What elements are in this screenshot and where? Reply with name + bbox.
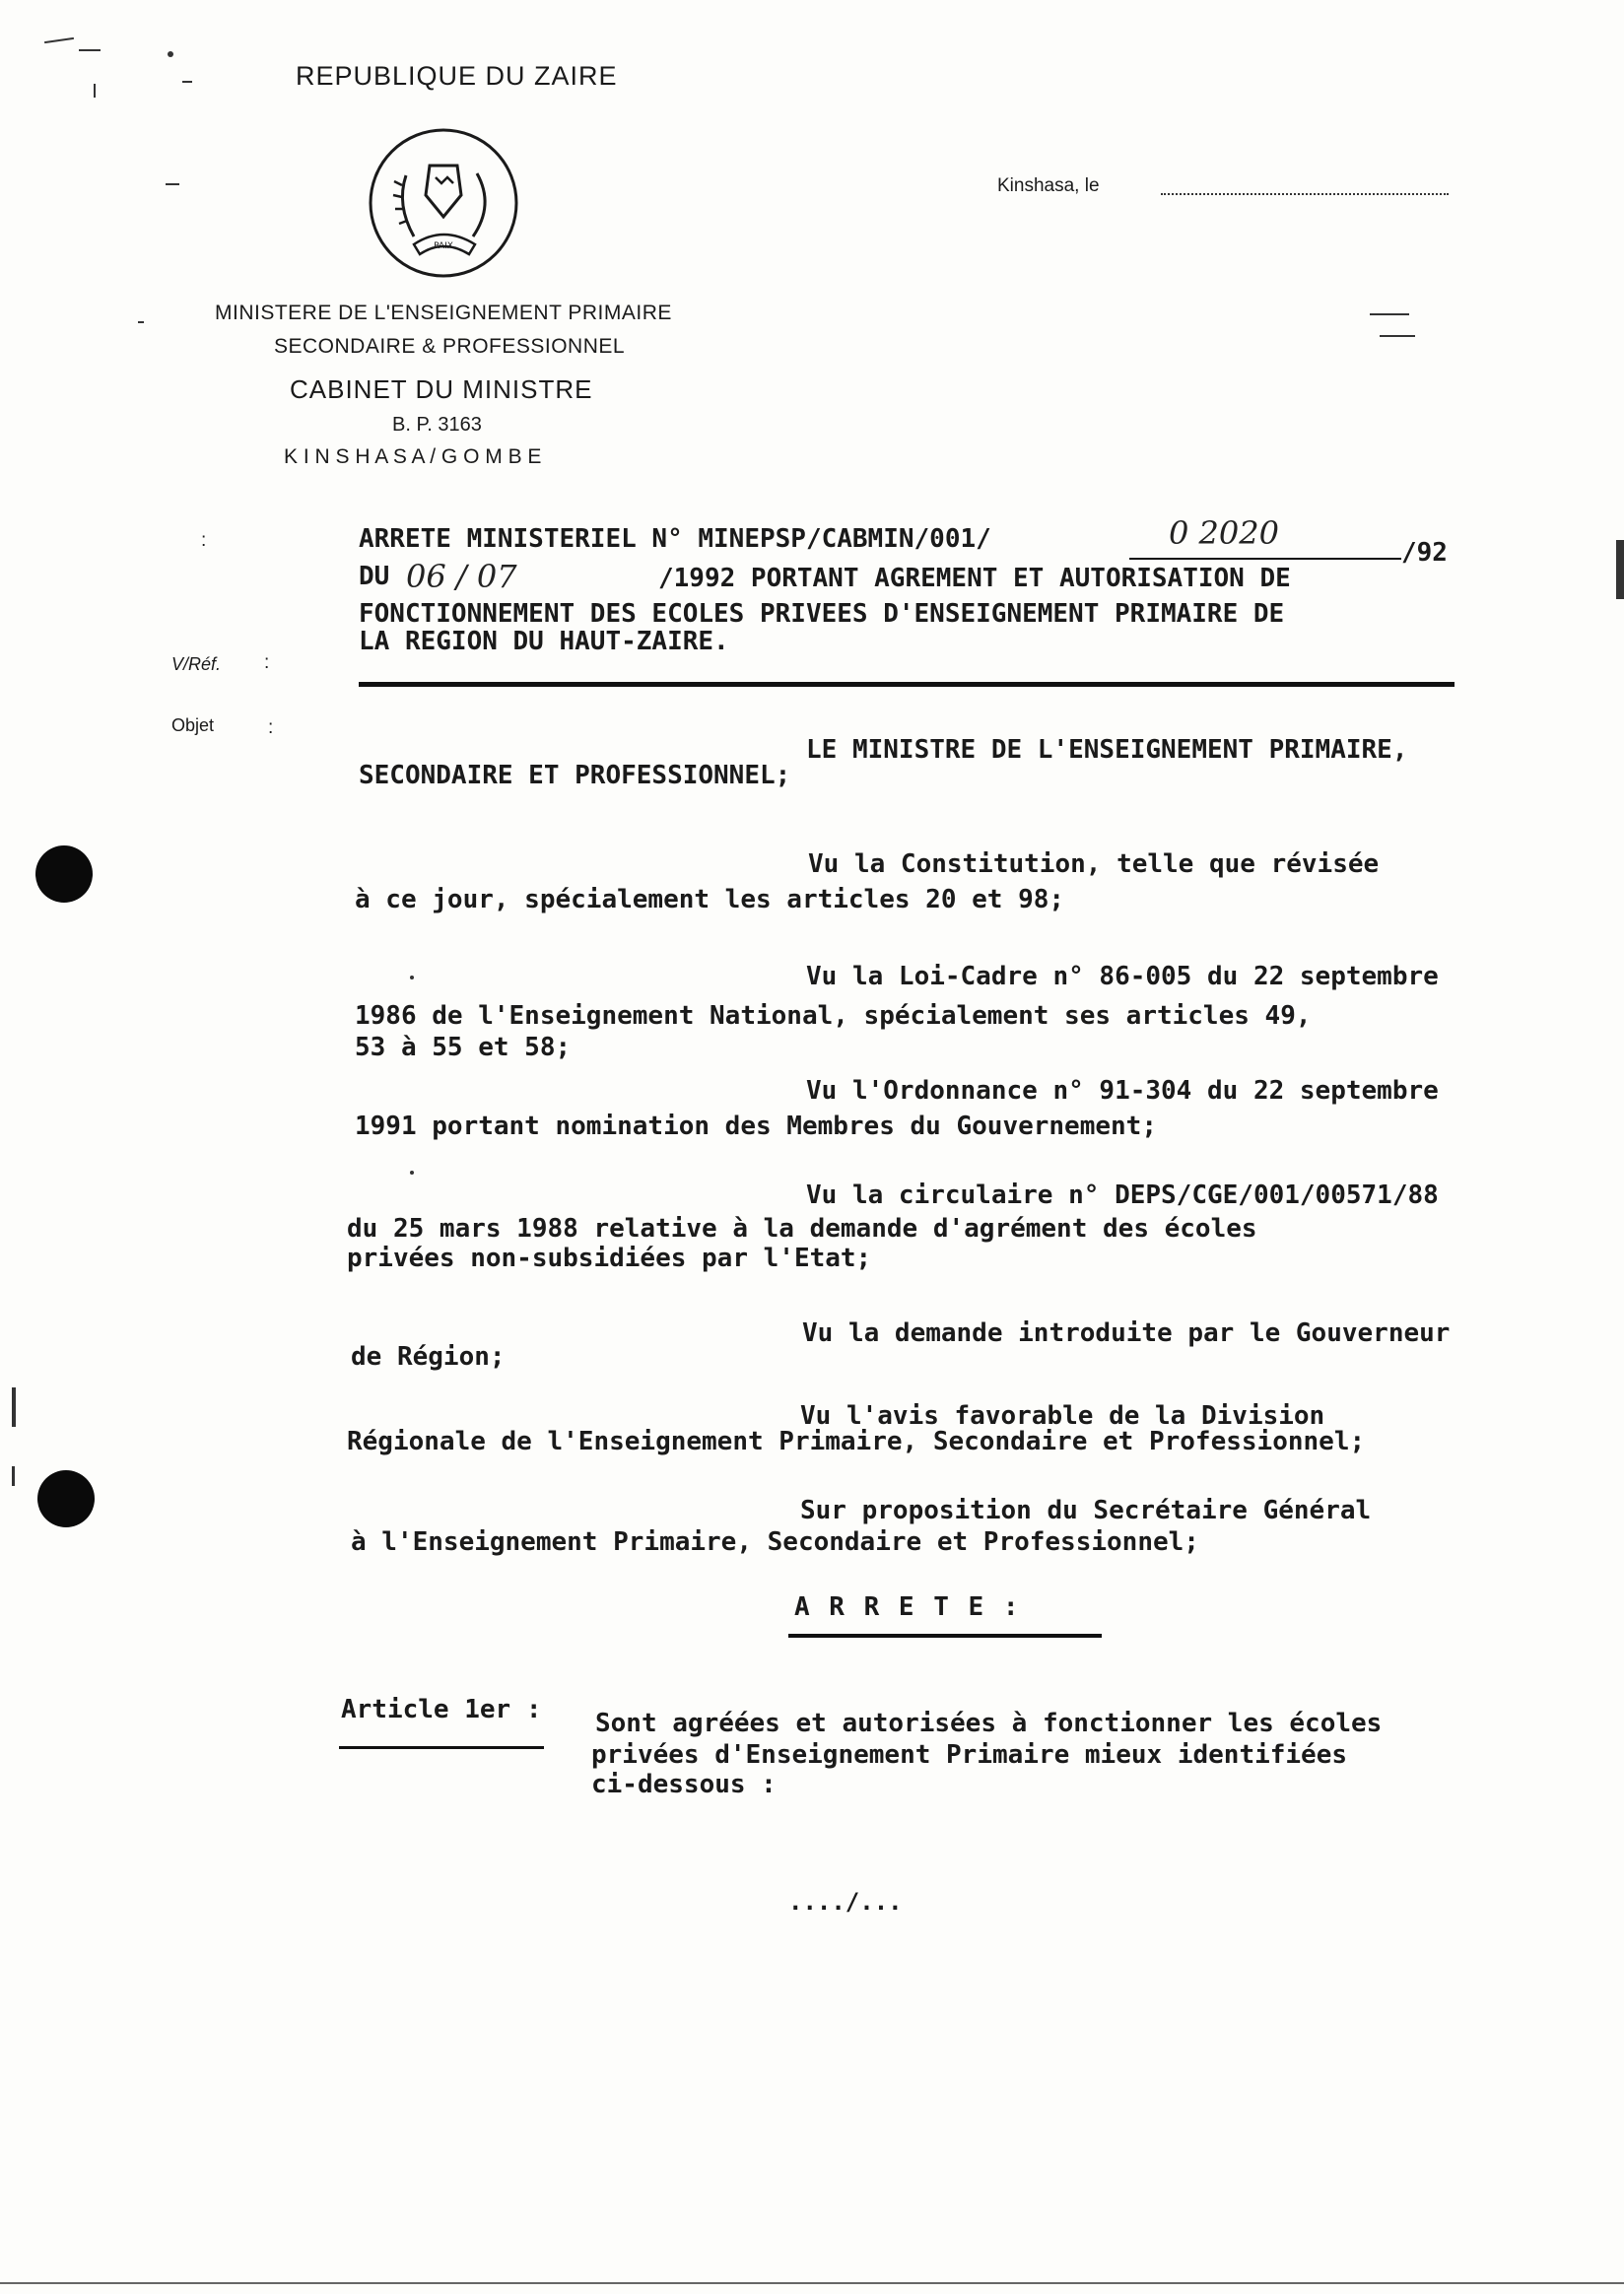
header-rule [359, 682, 1455, 687]
scan-mark [12, 1387, 16, 1427]
proposition-l1: Sur proposition du Secrétaire Général [800, 1496, 1372, 1525]
scan-mark [410, 1171, 414, 1175]
scan-mark [94, 84, 96, 98]
scan-mark [79, 49, 101, 51]
decree-number-handwritten: 0 2020 [1169, 514, 1279, 552]
decree-line4: LA REGION DU HAUT-ZAIRE. [359, 627, 729, 656]
place-date-label: Kinshasa, le [997, 175, 1100, 196]
ministry-line1: MINISTERE DE L'ENSEIGNEMENT PRIMAIRE [215, 302, 672, 324]
article-line3: ci-dessous : [591, 1770, 777, 1799]
article-line2: privées d'Enseignement Primaire mieux identifiées [591, 1740, 1348, 1770]
visa-demande-l1: Vu la demande introduite par le Gouverneur [802, 1318, 1451, 1348]
scan-mark [12, 1466, 15, 1486]
seal-motto: PAIX [434, 241, 453, 251]
scan-mark [182, 81, 192, 83]
punch-hole-bottom [37, 1470, 95, 1527]
article-line1: Sont agréées et autorisées à fonctionner les écoles [595, 1709, 1383, 1738]
article-label: Article 1er : [341, 1695, 542, 1724]
visa-constitution-l1: Vu la Constitution, telle que révisée [808, 849, 1380, 879]
scan-mark [1616, 540, 1624, 599]
city-district: K I N S H A S A / G O M B E [284, 445, 542, 468]
scan-mark [138, 321, 144, 323]
date-dotted-line [1161, 193, 1449, 195]
decree-line2-rest: /1992 PORTANT AGREMENT ET AUTORISATION DE [658, 564, 1291, 593]
scan-mark [1370, 313, 1409, 315]
visa-constitution-l2: à ce jour, spécialement les articles 20 et 98; [355, 885, 1065, 914]
decree-line1-prefix: ARRETE MINISTERIEL N° MINEPSP/CABMIN/001/ [359, 524, 991, 554]
visa-loi-cadre-l1: Vu la Loi-Cadre n° 86-005 du 22 septembre [806, 962, 1439, 991]
cabinet-title: CABINET DU MINISTRE [290, 374, 593, 404]
scan-mark [1380, 335, 1415, 337]
visa-loi-cadre-l3: 53 à 55 et 58; [355, 1033, 572, 1062]
decree-line1-suffix: /92 [1401, 538, 1448, 568]
visa-avis-l2: Régionale de l'Enseignement Primaire, Secondaire et Professionnel; [347, 1427, 1366, 1456]
decree-line2-prefix: DU [359, 562, 390, 591]
scan-mark [410, 976, 414, 979]
scan-mark [166, 183, 179, 185]
po-box: B. P. 3163 [392, 414, 482, 436]
objet-colon: : [268, 717, 274, 738]
visa-avis-l1: Vu l'avis favorable de la Division [800, 1401, 1325, 1431]
country-name: REPUBLIQUE DU ZAIRE [296, 61, 618, 91]
article-underline [339, 1746, 544, 1749]
visa-demande-l2: de Région; [351, 1342, 506, 1372]
vref-label: V/Réf. [171, 654, 222, 674]
punch-hole-top [35, 845, 93, 903]
objet-label: Objet [171, 715, 215, 735]
decree-date-handwritten: 06 / 07 [406, 558, 517, 595]
arrete-underline [788, 1634, 1102, 1638]
minister-line1: LE MINISTRE DE L'ENSEIGNEMENT PRIMAIRE, [806, 735, 1408, 765]
decree-number-underline [1129, 558, 1401, 560]
visa-loi-cadre-l2: 1986 de l'Enseignement National, spécialement ses articles 49, [355, 1001, 1312, 1031]
scan-mark [168, 51, 173, 57]
ministry-line2: SECONDAIRE & PROFESSIONNEL [274, 335, 626, 358]
decree-line1 [359, 524, 991, 554]
minister-line2: SECONDAIRE ET PROFESSIONNEL; [359, 761, 791, 790]
coat-of-arms-seal [367, 126, 520, 280]
visa-circulaire-l1: Vu la circulaire n° DEPS/CGE/001/00571/88 [806, 1181, 1439, 1210]
visa-circulaire-l3: privées non-subsidiées par l'Etat; [347, 1244, 872, 1273]
page-continuation: ..../... [788, 1888, 903, 1916]
scan-edge [0, 2282, 1624, 2284]
visa-ordonnance-l1: Vu l'Ordonnance n° 91-304 du 22 septembre [806, 1076, 1439, 1106]
vref-colon: : [264, 652, 270, 673]
visa-ordonnance-l2: 1991 portant nomination des Membres du Gouvernement; [355, 1112, 1157, 1141]
decree-line3: FONCTIONNEMENT DES ECOLES PRIVEES D'ENSEIGNEMENT PRIMAIRE DE [359, 599, 1285, 629]
proposition-l2: à l'Enseignement Primaire, Secondaire et Professionnel; [351, 1527, 1199, 1557]
colon-mark: : [201, 530, 207, 551]
scan-mark [44, 37, 74, 43]
visa-circulaire-l2: du 25 mars 1988 relative à la demande d'agrément des écoles [347, 1214, 1257, 1244]
arrete-heading: A R R E T E : [794, 1592, 1021, 1622]
